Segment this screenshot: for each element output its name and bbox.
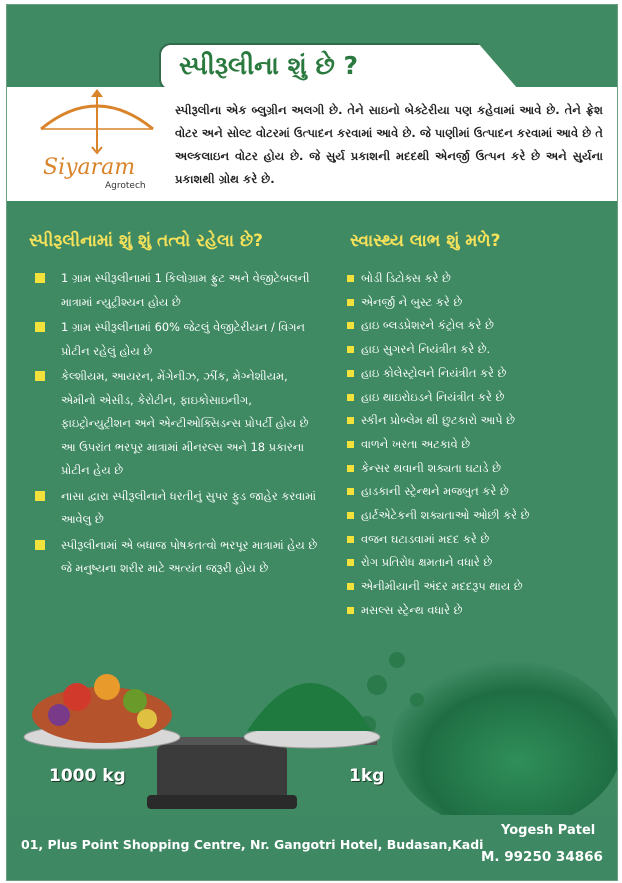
list-item: રોગ પ્રતિરોધ ક્ષમતાને વધારે છે [347, 551, 607, 575]
contact-name: Yogesh Patel [501, 823, 596, 838]
contact-phone: M. 99250 34866 [481, 849, 603, 865]
benefits-list [347, 267, 607, 623]
list-item: મસલ્સ સ્ટ્રેન્થ વધારે છે [347, 599, 607, 623]
title-banner [159, 43, 518, 91]
logo-subtitle: Agrotech [105, 181, 146, 191]
list-item: સ્પીરૂલીનામાં એ બધાજ પોષકતત્વો ભરપૂર માત્રામાં હેય છે જે મનુષ્યના શરીર માટે અત્યંત જરૂરી હોય છે [33, 534, 323, 581]
list-item: હાર્ટએટેકની શક્યતાઓ ઓછી કરે છે [347, 504, 607, 528]
list-item: નાસા દ્વારા સ્પીરૂલીનાને ધરતીનું સુપર ફુડ જાહેર કરવામાં આવેલુ છે [33, 485, 323, 532]
weight-label-fruits: 1000 kg [49, 766, 126, 786]
bullet-square-icon [35, 322, 45, 332]
bullet-square-icon [347, 607, 354, 614]
list-item: કેલ્શીયમ, આયરન, મેંગેનીઝ, ઝીંક, મેગ્નેશીયમ, એમીનો એસીડ, કેરોટીન, ફાઇકોસાઇનીગ, ફાઇટ્રોન્યુટ્રીશન અને એન્ટીઓક્સિડન્સ પ્રોપર્ટી હોય છે આ ઉપરાંત ભરપૂર માત્રામાં મીનરલ્સ અને 18 પ્રકારના પ્રોટીન હેય છે [33, 365, 323, 483]
list-item: હાઇ કોલેસ્ટ્રોલને નિયંત્રીત કરે છે [347, 362, 607, 386]
intro-panel [7, 87, 617, 201]
bullet-square-icon [347, 488, 354, 495]
bullet-square-icon [347, 536, 354, 543]
benefits-heading: સ્વાસ્થ્ય લાભ શું મળે? [350, 231, 501, 251]
nutrients-list [33, 267, 323, 583]
bullet-square-icon [35, 371, 45, 381]
bullet-square-icon [347, 370, 354, 377]
weight-label-spirulina: 1kg [349, 766, 385, 786]
bullet-square-icon [35, 491, 45, 501]
list-item: હાડકાની સ્ટ્રેન્થને મજબુત કરે છે [347, 480, 607, 504]
list-item: વાળને ખરતા અટકાવે છે [347, 433, 607, 457]
bullet-square-icon [347, 512, 354, 519]
intro-paragraph: સ્પીરૂલીના એક બ્લુગ્રીન અલગી છે. તેને સાઇનો બેક્ટેરીયા પણ કહેવામાં આવે છે. તેને ફ્રેશ વોટર અને સોલ્ટ વોટરમાં ઉત્પાદન કરવામાં આવે છે. જે પાણીમાં ઉત્પાદન કરવામાં આવે છે તે અલ્કલાઇન વોટર હોય છે. જે સુર્ય પ્રકાશની મદદથી એનર્જી ઉત્પન કરે છે અને સુર્યના પ્રકાશથી ગ્રોથ કરે છે. [175, 103, 603, 186]
address: 01, Plus Point Shopping Centre, Nr. Gangotri Hotel, Budasan,Kadi [21, 837, 484, 852]
bullet-square-icon [347, 346, 354, 353]
brand-logo [27, 95, 167, 195]
poster [6, 4, 618, 881]
list-item: એનીમીયાની અંદર મદદરૂપ થાય છે [347, 575, 607, 599]
bow-and-arrow-icon [27, 89, 167, 159]
list-item: બોડી ડિટોક્સ કરે છે [347, 267, 607, 291]
bullet-square-icon [35, 273, 45, 283]
list-item: 1 ગ્રામ સ્પીરૂલીનામાં 1 કિલોગ્રામ ફ્રુટ અને વેજીટેબલની માત્રામાં ન્યુટ્રીશ્યન હોય છે [33, 267, 323, 314]
nutrients-heading: સ્પીરૂલીનામાં શું શું તત્વો રહેલા છે? [29, 231, 263, 251]
bullet-square-icon [347, 394, 354, 401]
list-item: 1 ગ્રામ સ્પીરૂલીનામાં 60% જેટલું વેજીટેરીયન / વિગન પ્રોટીન રહેલું હોય છે [33, 316, 323, 363]
list-item: એનર્જી ને બુસ્ટ કરે છે [347, 291, 607, 315]
list-item: સ્કીન પ્રોબ્લેમ થી છુટકારો આપે છે [347, 409, 607, 433]
bullet-square-icon [347, 441, 354, 448]
page-title: સ્પીરૂલીના શું છે ? [179, 51, 359, 80]
list-item: વજન ઘટાડવામાં મદદ કરે છે [347, 528, 607, 552]
bullet-square-icon [347, 322, 354, 329]
bullet-square-icon [347, 583, 354, 590]
bullet-square-icon [347, 559, 354, 566]
bullet-square-icon [347, 275, 354, 282]
bullet-square-icon [347, 465, 354, 472]
list-item: હાઇ થાઇરોઇડને નિયંત્રીત કરે છે [347, 386, 607, 410]
balance-scale-image [7, 625, 427, 815]
list-item: હાઇ સુગરને નિયંત્રીત કરે છે. [347, 338, 607, 362]
bullet-square-icon [347, 299, 354, 306]
bullet-square-icon [347, 417, 354, 424]
list-item: કેન્સર થવાની શક્યતા ઘટાડે છે [347, 457, 607, 481]
list-item: હાઇ બ્લડપ્રેશરને કંટ્રોલ કરે છે [347, 314, 607, 338]
bullet-square-icon [35, 540, 45, 550]
logo-name: Siyaram [43, 155, 136, 180]
footer [7, 815, 617, 880]
